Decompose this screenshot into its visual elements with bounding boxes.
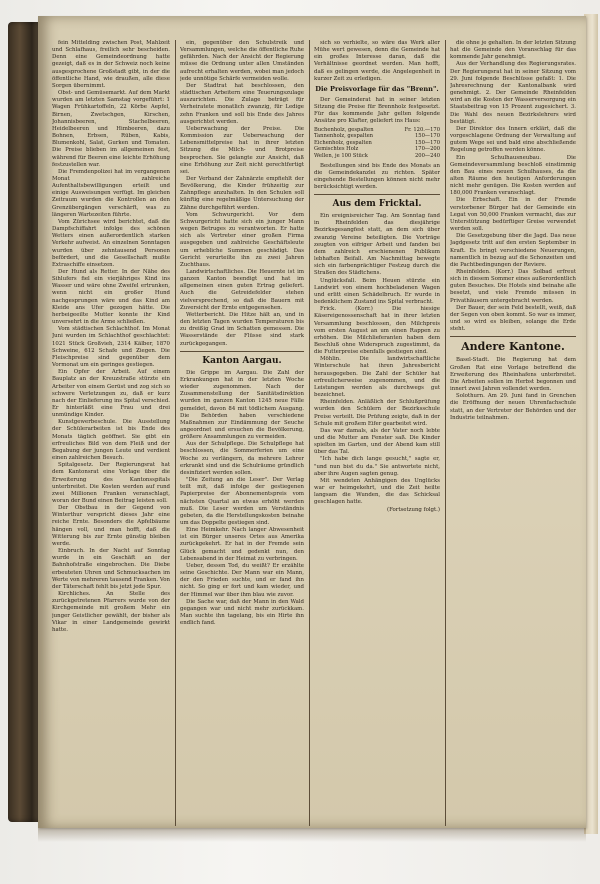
- article-paragraph: Das war damals, als der Vater noch lebte und die Mutter am Fenster saß. Die Kinder spielten im Garten, und der Abend kam still über das Tal.: [314, 427, 440, 456]
- continuation-note: (Fortsetzung folgt.): [386, 506, 440, 513]
- price-row: [314, 146, 440, 153]
- price-row: [314, 127, 440, 134]
- column-3: [314, 40, 440, 830]
- book-spine: [8, 22, 42, 822]
- article-paragraph: ein, gegenüber den Schulstreik und Versammlungen, welche die öffentliche Ruhe gefährden. Nach der Ansicht der Regierung müsse die Ordnung unter allen Umständen aufrecht erhalten werden, wobei man jedoch jede unnötige Schärfe vermeiden wolle.: [180, 40, 304, 82]
- article-paragraph: Aus der Schulpflege. Die Schulpflege hat beschlossen, die Sommerferien um eine Woche zu verlängern, da mehrere Lehrer erkrankt sind und die Schulräume gründlich desinfiziert werden sollen.: [180, 441, 304, 476]
- article-paragraph: Ueberwachung der Preise. Die Kommission zur Ueberwachung der Lebensmittelpreise hat in ihrer letzten Sitzung die Milch- und Brotpreise besprochen. Sie gelangte zur Ansicht, daß eine Erhöhung zur Zeit nicht gerechtfertigt sei.: [180, 125, 304, 175]
- price-value: 150—170: [415, 139, 440, 146]
- price-item: Gemischtes Holz: [314, 146, 359, 153]
- article-paragraph: Kirchliches. An Stelle des zurückgetretenen Pfarrers wurde von der Kirchgemeinde mit großem Mehr ein junger Geistlicher gewählt, der bisher als Vikar in einer Landgemeinde gewirkt hatte.: [52, 591, 170, 633]
- price-item: Buchenholz, gespalten: [314, 126, 374, 133]
- article-paragraph: Der Hund als Retter. In der Nähe des Sihlufers fiel ein vierjähriges Kind ins Wasser und wäre ohne Zweifel ertrunken, wenn nicht ein großer Hund nachgesprungen wäre und das Kind am Kleide ans Ufer gezogen hätte. Die herbeigeeilte Mutter konnte ihr Kind unversehrt in die Arme schließen.: [52, 269, 170, 326]
- article-paragraph: Obst- und Gemüsemarkt. Auf dem Markt wurden am letzten Samstag vorgeführt: 1 Wagen Frühkartoffeln, 22 Körbe Aepfel, Birnen, Zwetschgen, Kirschen, Johannisbeeren, Stachelbeeren, Heidelbeeren und Himbeeren, dazu Bohnen, Erbsen, Rüben, Kabis, Blumenkohl, Salat, Gurken und Tomaten. Die Preise blieben im allgemeinen fest, während für Beeren eine leichte Erhöhung festzustellen war.: [52, 90, 170, 168]
- article-paragraph: die ohne je gehalten. In der letzten Sitzung hat die Gemeinde den Voranschlag für das kommende Jahr genehmigt.: [450, 40, 576, 61]
- price-value: Fr. 120.—170: [404, 126, 440, 133]
- article-paragraph: Solothurn. Am 29. Juni fand in Grenchen die Eröffnung der neuen Uhrenfachschule statt, an der Vertreter der Behörden und der Industrie teilnahmen.: [450, 393, 576, 421]
- right-page-edge: [584, 14, 598, 834]
- article-paragraph: Vom städtischen Schlachthof. Im Monat Juni wurden im Schlachthof geschlachtet: 1021 Stück Großvieh, 2314 Kälber, 1870 Schweine, 612 Schafe und Ziegen. Die Fleischpreise sind gegenüber dem Vormonat um ein geringes gestiegen.: [52, 326, 170, 369]
- article-paragraph: Die Fremdenpolizei hat im vergangenen Monat zahlreiche Aufenthaltsbewilligungen erteilt und einige Ausweisungen verfügt. Im gleichen Zeitraum wurden die Kontrollen an den Grenzübergängen verschärft, was zu längeren Wartezeiten führte.: [52, 168, 170, 218]
- article-paragraph: Der Gemeinderat hat in seiner letzten Sitzung die Preise für Brennholz festgesetzt. Für das kommende Jahr gelten folgende Ansätze pro Klafter, geliefert ins Haus:: [314, 96, 440, 125]
- price-table: [314, 127, 440, 160]
- article-paragraph: "Ich habe dich lange gesucht," sagte er, "und nun bist du da." Sie antwortete nicht, aber ihre Augen sagten genug.: [314, 456, 440, 477]
- article-paragraph: sich so verhielte, so wäre das Werk aller Mühe wert gewesen, denn die Gemeinde hat ein großes Interesse daran, daß die Verhältnisse geordnet werden. Man hofft, daß es gelingen werde, die Angelegenheit in kurzer Zeit zu erledigen.: [314, 40, 440, 82]
- price-value: 200—240: [415, 152, 440, 159]
- column-rule-2: [309, 40, 310, 826]
- column-1: [52, 40, 170, 830]
- article-paragraph: Einbruch. In der Nacht auf Sonntag wurde in ein Geschäft an der Bahnhofstraße eingebrochen. Die Diebe erbeuteten Uhren und Schmucksachen im Werte von mehreren tausend Franken. Von der Täterschaft fehlt bis jetzt jede Spur.: [52, 548, 170, 590]
- article-paragraph: Wetterbericht. Die Hitze hält an, und in den letzten Tagen wurden Temperaturen bis zu dreißig Grad im Schatten gemessen. Die Wasserstände der Flüsse sind stark zurückgegangen.: [180, 311, 304, 347]
- article-paragraph: Frick. (Korr.) Die hiesige Käsereigenossenschaft hat in ihrer letzten Versammlung beschlossen, den Milchpreis vom ersten August an um einen Rappen zu erhöhen. Die Milchlieferanten haben dem Beschluß ohne Widerspruch zugestimmt, da die Futterpreise ebenfalls gestiegen sind.: [314, 306, 440, 356]
- price-item: Eichenholz, gespalten: [314, 139, 372, 146]
- article-paragraph: Vom Schwurgericht. Vor dem Schwurgericht hatte sich ein junger Mann wegen Betruges zu verantworten. Er hatte sich als Vertreter einer großen Firma ausgegeben und zahlreiche Geschäftsleute um erhebliche Summen geschädigt. Das Gericht verurteilte ihn zu zwei Jahren Zuchthaus.: [180, 211, 304, 268]
- sub-heading-brenn: Die Preisvorlage für das "Brenn".: [315, 84, 439, 93]
- section-title-aargau: Kanton Aargau.: [202, 355, 282, 366]
- section-rule: [450, 336, 576, 337]
- article-paragraph: Die Erbschaft. Ein in der Fremde verstorbener Bürger hat der Gemeinde ein Legat von 50,000 Franken vermacht, das zur Unterstützung bedürftiger Greise verwendet werden soll.: [450, 197, 576, 233]
- section-title-andere-kantone: Andere Kantone.: [461, 340, 565, 354]
- article-paragraph: Basel-Stadt. Die Regierung hat dem Großen Rat eine Vorlage betreffend die Erweiterung des Rheinhafens unterbreitet. Die Arbeiten sollen im Herbst begonnen und innert zwei Jahren vollendet werden.: [450, 357, 576, 393]
- article-paragraph: Die Grippe im Aargau. Die Zahl der Erkrankungen hat in der letzten Woche wieder zugenommen. Nach der Zusammenstellung der Sanitätsdirektion wurden im ganzen Kanton 1245 neue Fälle gemeldet, davon 84 mit tödlichem Ausgang. Die Behörden haben verschiedene Maßnahmen zur Eindämmung der Seuche angeordnet und ersuchen die Bevölkerung, größere Ansammlungen zu vermeiden.: [180, 369, 304, 441]
- section-rule: [180, 351, 304, 352]
- article-paragraph: Mit wendeten Anhängigen des Unglücks war er heimgekehrt, und die Zeit heilte langsam die Wunden, die das Schicksal geschlagen hatte.: [314, 477, 440, 506]
- article-paragraph: Der Bauer, der sein Feld bestellt, weiß, daß der Segen von oben kommt. So war es immer, und so wird es bleiben, solange die Erde steht.: [450, 304, 576, 333]
- article-paragraph: Ein Schulhausneubau. Die Gemeindeversammlung beschloß einstimmig den Bau eines neuen Schulhauses, da die alten Räume den heutigen Anforderungen nicht mehr genügen. Die Kosten werden auf 180,000 Franken veranschlagt.: [450, 154, 576, 197]
- article-paragraph: Der Obstbau in der Gegend von Winterthur verspricht dieses Jahr eine reiche Ernte. Besonders die Apfelbäume hängen voll, und man hofft, daß die Witterung bis zur Ernte günstig bleiben werde.: [52, 505, 170, 547]
- article-paragraph: Unglücksfall. Beim Heuen stürzte ein Landwirt von einem hochbeladenen Wagen und erlitt einen Schädelbruch. Er wurde in bedenklichem Zustand ins Spital verbracht.: [314, 277, 440, 306]
- article-paragraph: Rheinfelden. Anläßlich der Schlußprüfung wurden den Schülern der Bezirksschule Preise verteilt. Die Prüfung zeigte, daß in der Schule mit großem Eifer gearbeitet wird.: [314, 399, 440, 427]
- price-item: Tannenholz, gespalten: [314, 133, 374, 140]
- price-row: [314, 133, 440, 140]
- article-paragraph: Rheinfelden. (Korr.) Das Solbad erfreut sich in diesem Sommer eines außerordentlich guten Besuches. Die Hotels sind beinahe alle besetzt, und viele Fremde müssen in Privathäusern untergebracht werden.: [450, 269, 576, 304]
- article-paragraph: Der Direktor des Innern erklärt, daß die vorgeschlagene Ordnung der Verwaltung auf gutem Wege sei und bald eine abschließende Regelung getroffen werden könne.: [450, 125, 576, 154]
- article-paragraph: Landwirtschaftliches. Die Heuernte ist im ganzen Kanton beendigt und hat im allgemeinen einen guten Ertrag geliefert. Auch die Getreidefelder stehen vielversprechend, so daß die Bauern mit Zuversicht der Ernte entgegensehen.: [180, 269, 304, 311]
- article-paragraph: Der Verband der Zahnärzte empfiehlt der Bevölkerung, die Kinder frühzeitig zur Zahnpflege anzuhalten. In den Schulen soll künftig eine regelmäßige Untersuchung der Zähne durchgeführt werden.: [180, 175, 304, 211]
- article-paragraph: Spitalgesetz. Der Regierungsrat hat dem Kantonsrat eine Vorlage über die Erweiterung des Kantonsspitals unterbreitet. Die Kosten werden auf rund zwei Millionen Franken veranschlagt, woran der Bund einen Beitrag leisten soll.: [52, 462, 170, 504]
- after-table-text: Bestellungen sind bis Ende des Monats an die Gemeindekanzlei zu richten. Später eingehende Bestellungen können nicht mehr berücksichtigt werden.: [314, 162, 440, 190]
- article-paragraph: Die Gesetzgebung über die Jagd. Das neue Jagdgesetz tritt auf den ersten September in Kraft. Es bringt verschiedene Neuerungen, namentlich in bezug auf die Schonzeiten und die Pachtbedingungen der Reviere.: [450, 233, 576, 268]
- price-item: Wellen, je 100 Stück: [314, 152, 368, 159]
- article-paragraph: Die Sache war, daß der Mann in den Wald gegangen war und nicht mehr zurückkam. Man suchte ihn tagelang, bis ein Hirte ihn endlich fand.: [180, 598, 304, 627]
- article-paragraph: Ueber, dessen Tod, du weißt? Er erzählte seine Geschichte. Der Mann war ein Mann, der den Frieden suchte, und er fand ihn nicht. So ging er fort und kam wieder, und der Himmel war über ihm blau wie zuvor.: [180, 562, 304, 598]
- article-paragraph: Eine Heimkehr. Nach langer Abwesenheit ist ein Bürger unseres Ortes aus Amerika zurückgekehrt. Er hat in der Fremde sein Glück gemacht und gedenkt nun, den Lebensabend in der Heimat zu verbringen.: [180, 527, 304, 562]
- price-value: 170—200: [415, 146, 440, 153]
- article-paragraph: "Die Zeitung an die Leser". Der Verlag teilt mit, daß infolge der gestiegenen Papierpreise der Abonnementspreis vom nächsten Quartal an etwas erhöht werden muß. Die Leser werden um Verständnis gebeten, da die Herstellungskosten beinahe um das Doppelte gestiegen sind.: [180, 477, 304, 526]
- page-bottom-shadow: [38, 828, 586, 842]
- price-row: [314, 140, 440, 147]
- price-row: [314, 153, 440, 160]
- newspaper-page: [38, 16, 586, 828]
- article-paragraph: Der Stadtrat hat beschlossen, den städtischen Arbeitern eine Teuerungszulage auszurichten. Die Zulage beträgt für Verheiratete monatlich zwanzig, für Ledige zehn Franken und soll bis Ende des Jahres ausgerichtet werden.: [180, 82, 304, 125]
- price-value: 150—170: [415, 133, 440, 140]
- column-rule-1: [175, 40, 176, 826]
- column-4: [450, 40, 576, 830]
- article-paragraph: Ein Opfer der Arbeit. Auf einem Bauplatz an der Kreuzstraße stürzte ein Arbeiter von einem Gerüst und zog sich so schwere Verletzungen zu, daß er kurz nach der Einlieferung ins Spital verschied. Er hinterläßt eine Frau und drei unmündige Kinder.: [52, 369, 170, 419]
- article-paragraph: Möhlin. Die landwirtschaftliche Winterschule hat ihren Jahresbericht herausgegeben. Die Zahl der Schüler hat erfreulicherweise zugenommen, und die Leistungen werden als durchwegs gut bezeichnet.: [314, 356, 440, 399]
- article-paragraph: Kunstgewerbeschule. Die Ausstellung der Schülerarbeiten ist bis Ende des Monats täglich geöffnet. Sie gibt ein erfreuliches Bild von dem Fleiß und der Begabung der jungen Leute und verdient einen zahlreichen Besuch.: [52, 419, 170, 462]
- column-rule-3: [445, 40, 446, 826]
- column-2: [180, 40, 304, 830]
- article-paragraph: Vom Zürichsee wird berichtet, daß die Dampfschiffahrt infolge des schönen Wetters einen außerordentlich starken Verkehr aufweist. An einzelnen Sonntagen wurden über zehntausend Personen befördert, und die Gesellschaft mußte Extraschiffe einsetzen.: [52, 218, 170, 268]
- article-paragraph: Ein ereignisreicher Tag. Am Sonntag fand in Rheinfelden das diesjährige Bezirksgesangfest statt, an dem sich über zwanzig Vereine beteiligten. Die Vorträge zeugten von eifriger Arbeit und fanden bei dem zahlreich erschienenen Publikum lebhaften Beifall. Am Nachmittag bewegte sich ein farbenprächtiger Festzug durch die Straßen des Städtchens.: [314, 213, 440, 277]
- article-paragraph: fein Mittelding zwischen Post, Mahlzeit und Schlafhaus, freilich sehr bescheiden. Denn eine Gemeindeordnung hatte gezeigt, daß es in der Schweiz noch keine ausgesprochene Großstadt gibt, in der die öffentliche Hand, wie draußen, alle diese Sorgen übernimmt.: [52, 40, 170, 89]
- article-paragraph: Aus der Verhandlung des Regierungsrates. Der Regierungsrat hat in seiner Sitzung vom 29. Juni folgende Beschlüsse gefaßt: 1. Die Jahresrechnung der Kantonalbank wird genehmigt. 2. Der Gemeinde Rheinfelden wird an die Kosten der Wasserversorgung ein Staatsbeitrag von 15 Prozent zugesichert. 3. Die Wahl des neuen Bezirkslehrers wird bestätigt.: [450, 61, 576, 125]
- section-title-fricktal: Aus dem Fricktal.: [332, 199, 422, 210]
- section-rule: [314, 194, 440, 195]
